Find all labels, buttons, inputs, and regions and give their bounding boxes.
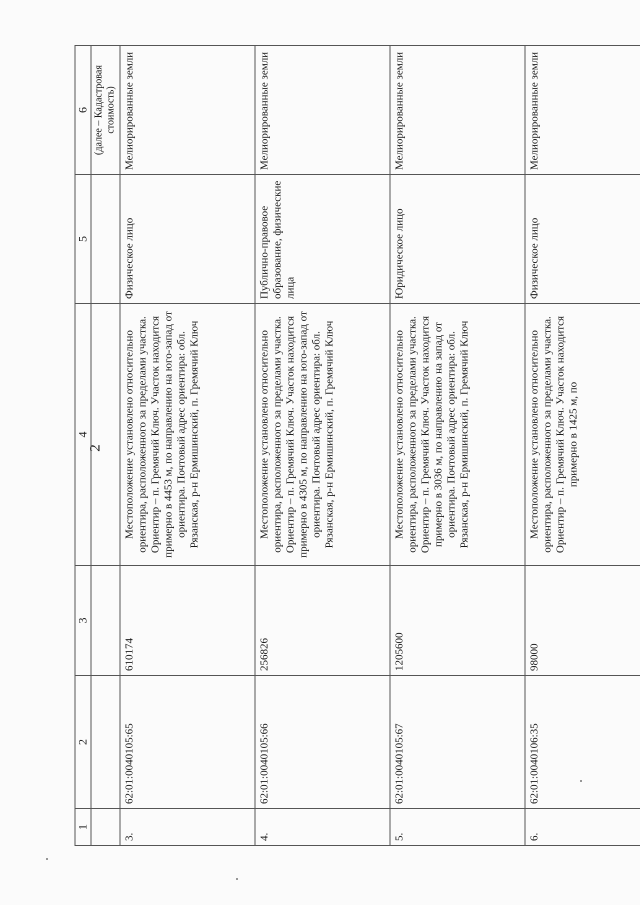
scan-speck [46,858,48,860]
scan-speck [580,780,582,782]
cadastral-number: 62:01:0040105:67 [390,676,525,809]
land-plots-table [75,46,620,846]
header-note: (далее – Кадастровая стоимость) [91,46,120,175]
header-col-3: 3 [75,566,91,676]
row-number: 5. [390,809,525,846]
owner-type: Физическое лицо [120,175,255,304]
cadastral-number: 62:01:0040105:66 [255,676,390,809]
cadastral-value: 256826 [255,566,390,676]
land-category: Мелиорированные земли [390,46,525,175]
owner-type: Физическое лицо [525,175,640,304]
owner-type: Публично-правовое образование, физические лица [255,175,390,304]
land-category: Мелиорированные земли [255,46,390,175]
row-number: 6. [525,809,640,846]
row-number: 3. [120,809,255,846]
table-subheader-row [91,46,120,846]
page-number: 2 [87,444,104,452]
owner-type: Юридическое лицо [390,175,525,304]
header-col-4: 4 [75,304,91,566]
header-col-6: 6 [75,46,91,175]
land-category: Мелиорированные земли [120,46,255,175]
header-col-5: 5 [75,175,91,304]
table-row [390,46,525,846]
table-row [120,46,255,846]
header-col-2: 2 [75,676,91,809]
scan-speck [236,878,238,880]
cadastral-value: 1205600 [390,566,525,676]
land-category: Мелиорированные земли [525,46,640,175]
cadastral-number: 62:01:0040105:65 [120,676,255,809]
cadastral-value: 98000 [525,566,640,676]
header-col-1: 1 [75,809,91,846]
table-row [255,46,390,846]
row-number: 4. [255,809,390,846]
location-description: Местоположение установлено относительно ориентира, расположенного за пределами участка. Ориентир – п. Гремячий Ключ. Участок находится примерно в 3036 м, по направлению на запад от ориентира. Почтовый адрес ориентира: обл. Рязанская, р-н Ермишинский, п. Гремячий Ключ [390,304,525,566]
table-row [525,46,640,846]
cadastral-number: 62:01:0040106:35 [525,676,640,809]
table-header-row [75,46,91,846]
location-description: Местоположение установлено относительно ориентира, расположенного за пределами участка. Ориентир – п. Гремячий Ключ. Участок находится примерно в 4305 м, по направлению на юго-запад от ориентира. Почтовый адрес ориентира: обл. Рязанская, р-н Ермишинский, п. Гремячий Ключ [255,304,390,566]
location-description: Местоположение установлено относительно ориентира, расположенного за пределами участка. Ориентир – п. Гремячий Ключ. Участок находится примерно в 4453 м, по направлению на юго-запад от ориентира. Почтовый адрес ориентира: обл. Рязанская, р-н Ермишинский, п. Гремячий Ключ [120,304,255,566]
cadastral-value: 610174 [120,566,255,676]
location-description: Местоположение установлено относительно ориентира, расположенного за пределами участка. Ориентир – п. Гремячий Ключ. Участок находится примерно в 1425 м, по [525,304,640,566]
